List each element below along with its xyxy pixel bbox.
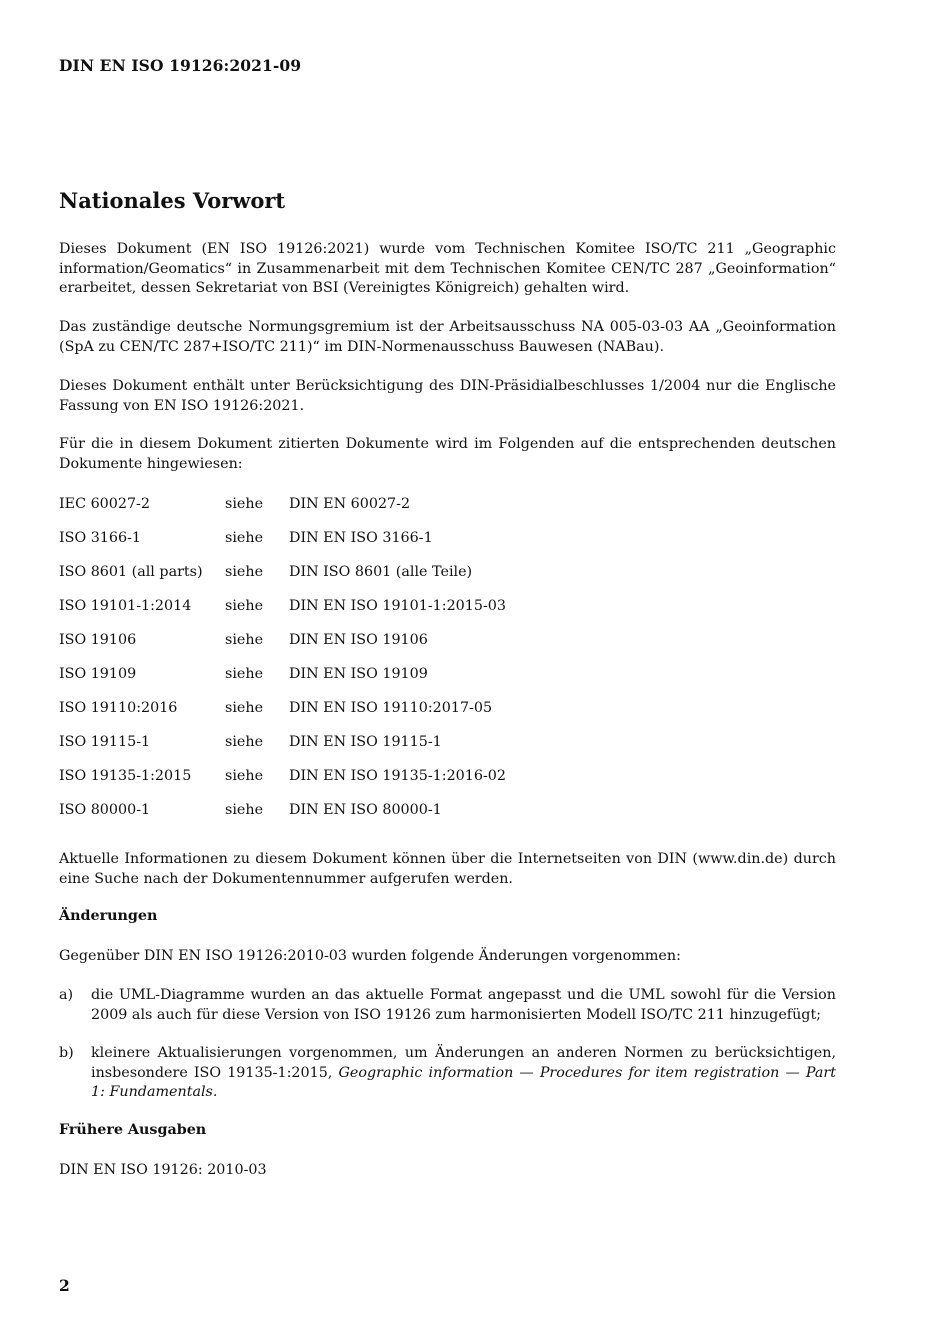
relation: siehe [225,734,264,750]
cited-document: ISO 19115-1 [59,734,151,750]
list-marker: b) [59,1045,74,1061]
national-document: DIN EN ISO 19101-1:2015-03 [289,598,506,614]
relation: siehe [225,666,264,682]
relation: siehe [225,598,264,614]
national-document: DIN EN ISO 19115-1 [289,734,442,750]
page-number: 2 [59,1276,70,1295]
previous-edition-text: DIN EN ISO 19126: 2010-03 [59,1162,267,1178]
reference-row [59,494,836,514]
relation: siehe [225,802,264,818]
national-document: DIN EN ISO 19106 [289,632,428,648]
page-title: Nationales Vorwort [59,188,286,213]
changes-heading: Änderungen [59,908,158,924]
previous-editions-heading: Frühere Ausgaben [59,1122,207,1138]
cited-document: ISO 19109 [59,666,137,682]
list-item-text: die UML-Diagramme wurden an das aktuelle Format angepasst und die UML sowohl für die Version 2009 als auch für diese Version von ISO 19126 zum harmonisierten Modell ISO/TC 211 hinzugefügt; [91,987,836,1023]
reference-row [59,800,836,820]
national-document: DIN EN ISO 19109 [289,666,428,682]
paragraph-text: Für die in diesem Dokument zitierten Dokumente wird im Folgenden auf die entsprechenden deutschen Dokumente hingewiesen: [59,436,836,472]
previous-editions [59,1161,836,1181]
relation: siehe [225,700,264,716]
paragraph-national-body [59,318,836,357]
national-document: DIN EN ISO 19135-1:2016-02 [289,768,506,784]
reference-row [59,664,836,684]
paragraph-text: Dieses Dokument enthält unter Berücksichtigung des DIN-Präsidialbeschlusses 1/2004 nur die Englische Fassung von EN ISO 19126:2021. [59,378,836,414]
paragraph-current-information [59,850,836,889]
reference-row [59,528,836,548]
reference-row [59,732,836,752]
paragraph-text: Dieses Dokument (EN ISO 19126:2021) wurde vom Technischen Komitee ISO/TC 211 „Geographic information/Geomatics“ in Zusammenarbeit mit dem Technischen Komitee CEN/TC 287 „Geoinformation“ erarbeitet, dessen Sekretariat von BSI (Vereinigtes Königreich) gehalten wird. [59,241,836,296]
list-marker: a) [59,987,74,1003]
paragraph-text: Das zuständige deutsche Normungsgremium ist der Arbeitsausschuss NA 005-03-03 AA „Geoinformation (SpA zu CEN/TC 287+ISO/TC 211)“ im DIN-Normenausschuss Bauwesen (NABau). [59,319,836,355]
paragraph-text: Gegenüber DIN EN ISO 19126:2010-03 wurden folgende Änderungen vorgenommen: [59,948,681,964]
national-document: DIN EN ISO 19110:2017-05 [289,700,493,716]
cited-document: ISO 8601 (all parts) [59,564,203,580]
relation: siehe [225,632,264,648]
paragraph-language [59,377,836,416]
cited-document: ISO 19135-1:2015 [59,768,192,784]
national-document: DIN EN ISO 80000-1 [289,802,442,818]
paragraph-committee [59,240,836,299]
national-document: DIN ISO 8601 (alle Teile) [289,564,473,580]
reference-row [59,562,836,582]
cited-document: ISO 19101-1:2014 [59,598,192,614]
cited-document: IEC 60027-2 [59,496,150,512]
list-item-text-plain: kleinere Aktualisierungen vorgenommen, um Änderungen an anderen Normen zu berücksichtigen, insbesondere ISO 19135-1:2015, [91,1045,836,1081]
national-document: DIN EN ISO 3166-1 [289,530,433,546]
cited-document: ISO 19106 [59,632,137,648]
reference-row [59,596,836,616]
reference-row [59,698,836,718]
list-item-text [91,1044,836,1103]
relation: siehe [225,564,264,580]
relation: siehe [225,530,264,546]
list-item-text-italic: Geographic information — Procedures for item registration — Part 1: Fundamentals. [91,1064,836,1100]
paragraph-references-intro [59,435,836,474]
reference-row [59,766,836,786]
changes-intro [59,947,836,967]
relation: siehe [225,496,264,512]
relation: siehe [225,768,264,784]
cited-document: ISO 3166-1 [59,530,142,546]
document-id-header: DIN EN ISO 19126:2021-09 [59,56,302,75]
cited-document: ISO 19110:2016 [59,700,178,716]
paragraph-text: Aktuelle Informationen zu diesem Dokument können über die Internetseiten von DIN (www.din.de) durch eine Suche nach der Dokumentennummer aufgerufen werden. [59,851,836,887]
national-document: DIN EN 60027-2 [289,496,411,512]
cited-document: ISO 80000-1 [59,802,151,818]
reference-row [59,630,836,650]
